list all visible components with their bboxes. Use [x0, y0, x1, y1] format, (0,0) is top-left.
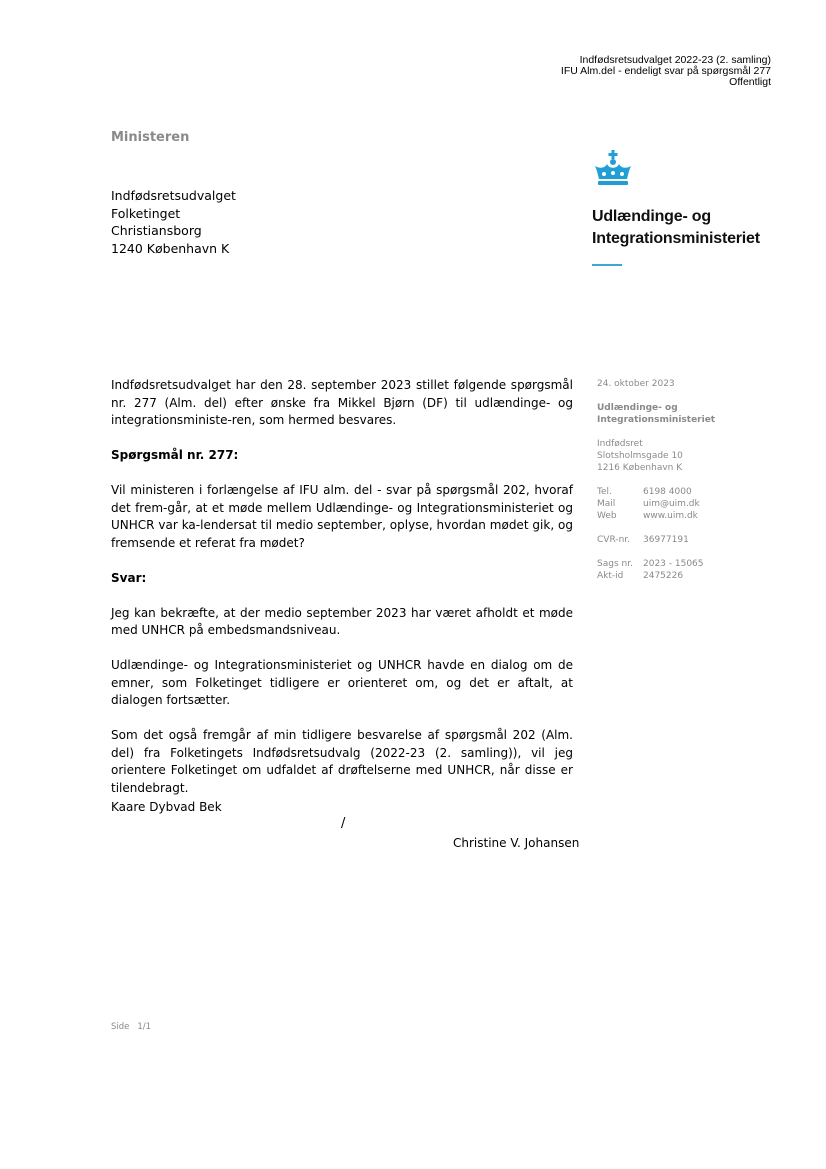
question-heading: Spørgsmål nr. 277:	[111, 448, 239, 462]
intro-paragraph: Indfødsretsudvalget har den 28. september 2023 stillet følgende spørgsmål nr. 277 (Alm. del) efter ønske fra Mikkel Bjørn (DF) til udlændinge- og integrationsministe-ren, som hermed besvares.	[111, 378, 573, 427]
page-number: 1/1	[137, 1022, 152, 1032]
letter-date: 24. oktober 2023	[597, 379, 675, 389]
letter-body	[111, 377, 573, 815]
org-line: Udlændinge- og	[597, 403, 678, 413]
document-stamp	[561, 55, 771, 88]
case-number-value: 2023 - 15065	[643, 559, 704, 569]
stamp-committee: Indfødsretsudvalget 2022-23 (2. samling)	[579, 54, 771, 66]
recipient-line: Christiansborg	[111, 223, 202, 238]
answer-paragraph: Jeg kan bekræfte, at der medio september 2023 har været afholdt et møde med UNHCR på embedsmandsniveau.	[111, 605, 573, 637]
case-info	[597, 558, 737, 582]
tel-value: 6198 4000	[643, 487, 692, 497]
page-label: Side	[111, 1022, 130, 1032]
cvr-value: 36977191	[643, 535, 689, 545]
mail-label: Mail	[597, 499, 616, 509]
act-id-value: 2475226	[643, 571, 684, 581]
signature-separator: /	[341, 816, 346, 831]
tel-label: Tel.	[597, 487, 612, 497]
recipient-line: 1240 København K	[111, 240, 230, 256]
stamp-reference: IFU Alm.del - endeligt svar på spørgsmål 277	[560, 65, 771, 77]
recipient-line: Folketinget	[111, 205, 181, 221]
recipient-line: Indfødsretsudvalget	[111, 188, 236, 203]
city: 1216 København K	[597, 463, 683, 473]
cvr-label: CVR-nr.	[597, 535, 631, 545]
web-value: www.uim.dk	[643, 511, 698, 521]
recipient-address	[111, 187, 236, 257]
page-footer	[111, 1022, 151, 1032]
web-label: Web	[597, 511, 617, 521]
sender-label: Ministeren	[111, 130, 190, 145]
official-signature: Christine V. Johansen	[453, 836, 580, 850]
logo-accent-rule	[592, 264, 622, 266]
logo-wordmark	[592, 206, 772, 250]
case-number-label: Sags nr.	[597, 559, 633, 569]
department: Indfødsret	[597, 439, 643, 449]
stamp-status: Offentligt	[729, 76, 771, 88]
sender-details	[597, 378, 737, 594]
cvr-info	[597, 534, 737, 546]
mail-value: uim@uim.dk	[643, 499, 700, 509]
question-paragraph: Vil ministeren i forlængelse af IFU alm. del - svar på spørgsmål 202, hvoraf det frem-går, at et møde mellem Udlændinge- og Integrationsministeriet og UNHCR var ka-lendersat til medio september, oplyse, hvordan mødet gik, og fremsende et referat fra mødet?	[111, 483, 573, 550]
contact-info	[597, 486, 737, 522]
sidebar-address	[597, 438, 737, 474]
ministry-logo	[592, 150, 772, 266]
street: Slotsholmsgade 10	[597, 451, 683, 461]
logo-line: Udlændinge- og	[592, 208, 711, 225]
royal-crown-icon	[592, 150, 772, 188]
minister-signature: Kaare Dybvad Bek	[111, 800, 222, 814]
answer-paragraph: Som det også fremgår af min tidligere besvarelse af spørgsmål 202 (Alm. del) fra Folketingets Indfødsretsudvalg (2022-23 (2. samling)), vil jeg orientere Folketinget om udfaldet af drøftelserne med UNHCR, når disse er tilendebragt.	[111, 728, 573, 795]
answer-heading: Svar:	[111, 570, 147, 585]
answer-paragraph: Udlændinge- og Integrationsministeriet og UNHCR havde en dialog om de emner, som Folketinget tidligere er orienteret om, og det er aftalt, at dialogen fortsætter.	[111, 658, 573, 707]
logo-line: Integrationsministeriet	[592, 230, 760, 247]
act-id-label: Akt-id	[597, 571, 624, 581]
sidebar-org	[597, 402, 737, 426]
org-line: Integrationsministeriet	[597, 415, 716, 425]
